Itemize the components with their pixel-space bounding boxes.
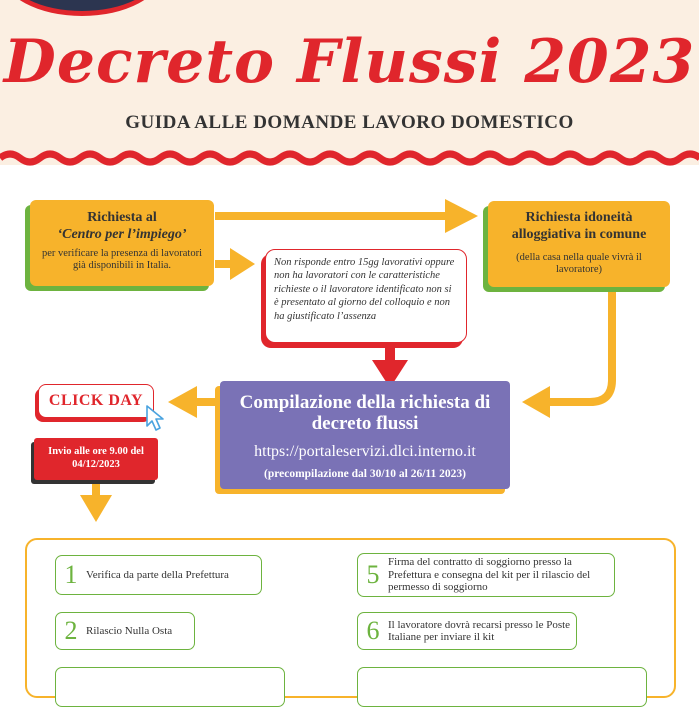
arrow-left-head xyxy=(168,386,197,418)
arrow-top-head xyxy=(445,199,478,233)
step-number: 6 xyxy=(366,616,380,645)
arrow-right-head xyxy=(522,386,550,418)
arrow-down-head xyxy=(80,495,112,522)
step-2 xyxy=(55,612,195,650)
centro-subtitle: per verificare la presenza di lavoratori già disponibili in Italia. xyxy=(41,248,203,271)
idoneita-subtitle: (della casa nella quale vivrà il lavoratore) xyxy=(516,252,642,275)
compilazione-box xyxy=(220,381,510,489)
step-text: Rilascio Nulla Osta xyxy=(86,624,173,637)
compilazione-title: Compilazione della richiesta di decreto flussi xyxy=(239,392,491,434)
step-7-partial xyxy=(357,667,647,707)
step-5 xyxy=(357,553,615,597)
step-text: Il lavoratore dovrà recarsi presso le Poste Italiane per inviare il kit xyxy=(388,618,571,643)
portal-url[interactable]: https://portaleservizi.dlci.interno.it xyxy=(254,443,476,460)
step-number: 1 xyxy=(64,560,78,589)
idoneita-title: Richiesta idoneità alloggiativa in comune xyxy=(511,210,647,242)
precompilazione-note: (precompilazione dal 30/10 al 26/11 2023) xyxy=(264,468,466,480)
send-time-box: Invio alle ore 9.00 del 04/12/2023 xyxy=(34,438,158,480)
idoneita-box xyxy=(488,201,670,287)
condition-note: Non risponde entro 15gg lavorativi oppure non ha lavoratori con le caratteristiche richieste o il lavoratore identificato non si è presentato al giorno del colloquio e non ha giustificato l’assenza xyxy=(265,249,467,343)
page-title: Decreto Flussi 2023 xyxy=(3,27,696,97)
step-3-partial xyxy=(55,667,285,707)
step-number: 5 xyxy=(366,560,380,589)
page-subtitle: GUIDA ALLE DOMANDE LAVORO DOMESTICO xyxy=(125,112,574,133)
step-6 xyxy=(357,612,577,650)
step-number: 2 xyxy=(64,616,78,645)
arrow-right-elbow xyxy=(548,288,612,402)
centro-title-line2: ‘Centro per l’impiego’ xyxy=(57,227,187,242)
centro-title-line1: Richiesta al xyxy=(87,210,157,225)
click-day-badge: CLICK DAY xyxy=(38,384,154,418)
centro-impiego-box xyxy=(30,200,214,286)
step-text: Verifica da parte della Prefettura xyxy=(86,568,229,581)
arrow-note-head xyxy=(230,248,255,280)
arrow-top-shaft xyxy=(215,212,455,220)
cursor-icon xyxy=(144,404,170,434)
step-text: Firma del contratto di soggiorno presso la Prefettura e consegna del kit per il rilascio del permesso di soggiorno xyxy=(388,556,591,594)
step-1 xyxy=(55,555,262,595)
